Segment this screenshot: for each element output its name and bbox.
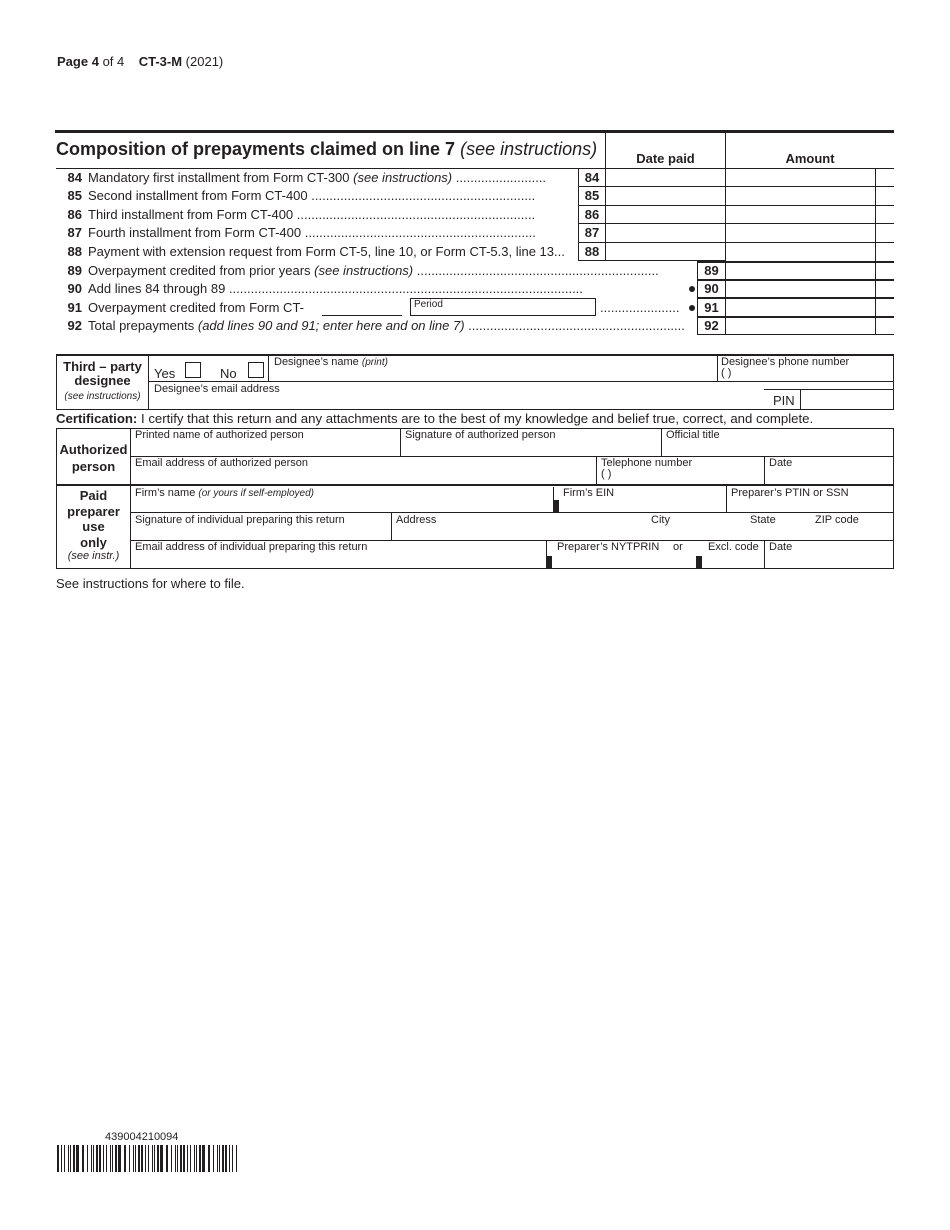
barcode-bar xyxy=(236,1145,237,1172)
preparer-date-label: Date xyxy=(769,541,793,553)
barcode-bar xyxy=(160,1145,163,1172)
barcode-bar xyxy=(175,1145,176,1172)
prepayments-title: Composition of prepayments claimed on line 7 (see instructions) xyxy=(56,139,598,159)
line-89-amount-field[interactable] xyxy=(726,263,875,279)
barcode-bar xyxy=(115,1145,117,1172)
barcode-bar xyxy=(133,1145,134,1172)
barcode-bar xyxy=(196,1145,197,1172)
designee-email-field[interactable] xyxy=(150,396,760,409)
prepayments-title-note: (see instructions) xyxy=(460,139,598,159)
form-ct-field[interactable] xyxy=(322,315,402,316)
preparer-signature-field[interactable] xyxy=(131,527,390,539)
barcode xyxy=(57,1145,239,1172)
barcode-bar xyxy=(222,1145,224,1172)
rule xyxy=(56,484,894,486)
barcode-bar xyxy=(93,1145,94,1172)
barcode-bar xyxy=(145,1145,146,1172)
official-title-label: Official title xyxy=(666,429,720,441)
yes-label: Yes xyxy=(154,366,176,381)
form-year: (2021) xyxy=(185,54,224,69)
barcode-bar xyxy=(177,1145,178,1172)
barcode-bar xyxy=(232,1145,233,1172)
excl-code-label: Excl. code xyxy=(708,541,759,553)
rule xyxy=(148,381,894,382)
preparer-date-field[interactable] xyxy=(765,554,893,568)
date-paid-header: Date paid xyxy=(636,151,695,166)
line-91-amount-field[interactable] xyxy=(726,300,875,316)
bullet-icon xyxy=(689,286,695,292)
auth-signature-field[interactable] xyxy=(401,442,660,455)
barcode-bar xyxy=(157,1145,159,1172)
line-88-amount-field[interactable] xyxy=(726,243,875,260)
barcode-bar xyxy=(138,1145,140,1172)
preparer-email-field[interactable] xyxy=(131,554,541,568)
period-label: Period xyxy=(414,299,443,310)
barcode-bar xyxy=(124,1145,126,1172)
barcode-bar xyxy=(110,1145,111,1172)
line-86: 86 Third installment from Form CT-400 .................................................................. xyxy=(67,207,536,222)
rule xyxy=(596,456,597,485)
barcode-bar xyxy=(106,1145,107,1172)
line-89-box: 89 xyxy=(704,263,719,278)
barcode-bar xyxy=(82,1145,84,1172)
line-88: 88 Payment with extension request from Form CT-5, line 10, or Form CT-5.3, line 13... xyxy=(67,244,565,259)
no-checkbox[interactable] xyxy=(248,362,264,378)
no-label: No xyxy=(220,366,237,381)
line-89: 89 Overpayment credited from prior years (see instructions) ................................................................... xyxy=(67,263,659,278)
barcode-bar xyxy=(61,1145,62,1172)
auth-date-label: Date xyxy=(769,457,793,469)
line-87: 87 Fourth installment from Form CT-400 ................................................................ xyxy=(67,225,536,240)
marker-block xyxy=(553,500,559,512)
auth-signature-label: Signature of authorized person xyxy=(405,429,556,441)
barcode-bar xyxy=(99,1145,101,1172)
line-91: 91 Overpayment credited from Form CT- xyxy=(67,300,304,315)
line-84: 84 Mandatory first installment from Form CT-300 (see instructions) ......................... xyxy=(67,170,547,185)
firm-ein-field[interactable] xyxy=(561,500,725,511)
line-90-amount-field[interactable] xyxy=(726,281,875,297)
rule xyxy=(697,297,894,299)
where-to-file: See instructions for where to file. xyxy=(56,576,245,591)
auth-email-label: Email address of authorized person xyxy=(135,457,309,469)
page-header xyxy=(57,54,223,69)
rule xyxy=(130,512,894,513)
line-84-date-field[interactable] xyxy=(606,169,725,186)
line-87-box: 87 xyxy=(584,225,600,240)
barcode-bar xyxy=(199,1145,201,1172)
preparer-note: (see instr.) xyxy=(67,550,120,562)
designee-phone-paren[interactable]: ( ) xyxy=(721,367,732,379)
preparer-signature-label: Signature of individual preparing this return xyxy=(135,514,345,526)
barcode-bar xyxy=(190,1145,191,1172)
line-87-amount-field[interactable] xyxy=(726,224,875,241)
barcode-bar xyxy=(180,1145,182,1172)
barcode-bar xyxy=(171,1145,172,1172)
line-86-box: 86 xyxy=(584,207,600,222)
line-86-date-field[interactable] xyxy=(606,206,725,223)
section-top-rule xyxy=(55,130,894,133)
auth-phone-label: Telephone number xyxy=(601,457,693,469)
page-label: Page xyxy=(57,54,89,69)
authorized-label: Authorized person xyxy=(59,442,128,474)
ptin-label: Preparer’s PTIN or SSN xyxy=(731,487,849,499)
rule xyxy=(697,334,894,335)
period-field[interactable] xyxy=(410,298,596,316)
barcode-bar xyxy=(217,1145,218,1172)
barcode-bar xyxy=(73,1145,75,1172)
pin-field[interactable] xyxy=(800,389,894,410)
certification-text: Certification: I certify that this return and any attachments are to the best of my knowledge and belief true, correct, and complete. xyxy=(56,411,814,426)
designee-name-label: Designee’s name (print) xyxy=(274,356,388,368)
barcode-number: 439004210094 xyxy=(105,1131,179,1143)
barcode-bar xyxy=(213,1145,214,1172)
ptin-field[interactable] xyxy=(727,500,893,511)
barcode-bar xyxy=(219,1145,220,1172)
barcode-bar xyxy=(166,1145,168,1172)
address-field[interactable] xyxy=(392,527,642,539)
line-92: 92 Total prepayments (add lines 90 and 91; enter here and on line 7) ............................................................ xyxy=(67,318,685,333)
barcode-bar xyxy=(103,1145,104,1172)
barcode-bar xyxy=(208,1145,210,1172)
amount-header: Amount xyxy=(785,151,835,166)
auth-email-field[interactable] xyxy=(131,470,595,484)
rule xyxy=(268,355,269,381)
line-84-box: 84 xyxy=(584,170,600,185)
pin-label: PIN xyxy=(773,393,795,408)
nytprin-label: Preparer’s NYTPRIN xyxy=(557,541,660,553)
preparer-email-label: Email address of individual preparing this return xyxy=(135,541,368,553)
city-label: City xyxy=(651,514,670,526)
address-label: Address xyxy=(396,514,437,526)
barcode-bar xyxy=(87,1145,88,1172)
designee-name-field[interactable] xyxy=(270,370,715,381)
designee-email-label: Designee’s email address xyxy=(154,383,280,395)
rule xyxy=(148,355,149,410)
preparer-label: Paid preparer use only xyxy=(67,488,120,550)
yes-checkbox[interactable] xyxy=(185,362,201,378)
barcode-bar xyxy=(57,1145,59,1172)
form-id: CT-3-M xyxy=(138,54,183,69)
line-90-box: 90 xyxy=(704,281,719,296)
designee-label: Third – party designee xyxy=(63,359,142,388)
line-85-amount-field[interactable] xyxy=(726,187,875,204)
barcode-bar xyxy=(96,1145,98,1172)
barcode-bar xyxy=(154,1145,155,1172)
barcode-bar xyxy=(118,1145,121,1172)
barcode-bar xyxy=(129,1145,130,1172)
line-85-box: 85 xyxy=(584,188,600,203)
firm-name-field[interactable] xyxy=(131,500,551,511)
line-92-box: 92 xyxy=(704,318,719,333)
auth-date-field[interactable] xyxy=(765,470,893,484)
firm-name-label: Firm’s name (or yours if self-employed) xyxy=(135,487,314,499)
barcode-bar xyxy=(112,1145,113,1172)
bullet-icon xyxy=(689,305,695,311)
barcode-bar xyxy=(91,1145,92,1172)
line-87-date-field[interactable] xyxy=(606,224,725,241)
designee-phone-label: Designee’s phone number xyxy=(721,356,850,368)
barcode-bar xyxy=(148,1145,149,1172)
barcode-bar xyxy=(68,1145,69,1172)
page-of: of 4 xyxy=(102,54,125,69)
barcode-bar xyxy=(152,1145,153,1172)
barcode-bar xyxy=(64,1145,65,1172)
rule xyxy=(875,168,876,335)
designee-note: (see instructions) xyxy=(64,391,141,402)
barcode-bar xyxy=(183,1145,185,1172)
barcode-bar xyxy=(70,1145,71,1172)
barcode-bar xyxy=(202,1145,205,1172)
line-90: 90 Add lines 84 through 89 .................................................................................................. xyxy=(67,281,583,296)
line-85: 85 Second installment from Form CT-400 .............................................................. xyxy=(67,188,536,203)
official-title-field[interactable] xyxy=(662,442,893,455)
marker-block xyxy=(546,556,552,568)
barcode-bar xyxy=(229,1145,230,1172)
line-92-amount-field[interactable] xyxy=(726,318,875,334)
line-91-dots: ...................... xyxy=(600,300,680,315)
line-91-box: 91 xyxy=(704,300,719,315)
auth-phone-paren[interactable]: ( ) xyxy=(601,468,612,480)
zip-label: ZIP code xyxy=(815,514,859,526)
barcode-bar xyxy=(225,1145,227,1172)
line-85-date-field[interactable] xyxy=(606,187,725,204)
line-84-amount-field[interactable] xyxy=(726,169,875,186)
barcode-bar xyxy=(135,1145,136,1172)
line-88-date-field[interactable] xyxy=(606,243,725,260)
line-88-box: 88 xyxy=(584,244,600,259)
line-86-amount-field[interactable] xyxy=(726,206,875,223)
barcode-bar xyxy=(187,1145,188,1172)
rule xyxy=(717,355,718,381)
printed-name-label: Printed name of authorized person xyxy=(135,429,304,441)
firm-ein-label: Firm’s EIN xyxy=(563,487,615,499)
printed-name-field[interactable] xyxy=(131,442,399,455)
or-label: or xyxy=(673,541,683,553)
page-number: 4 xyxy=(91,54,99,69)
state-label: State xyxy=(750,514,776,526)
marker-block xyxy=(696,556,702,568)
barcode-bar xyxy=(76,1145,79,1172)
barcode-bar xyxy=(194,1145,195,1172)
barcode-bar xyxy=(141,1145,143,1172)
